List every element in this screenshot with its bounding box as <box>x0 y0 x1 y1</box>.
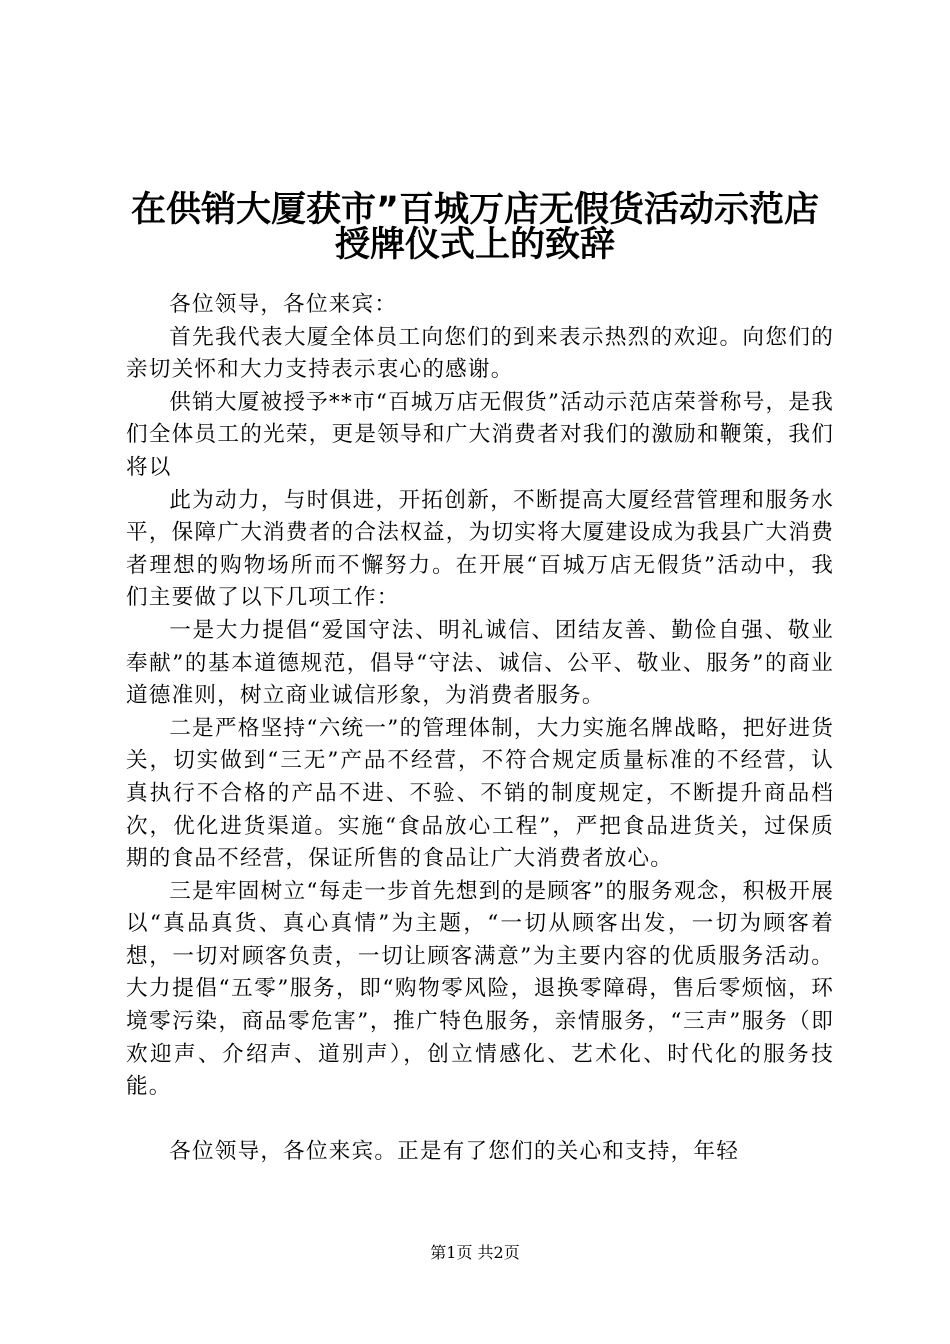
paragraph-salutation: 各位领导，各位来宾： <box>169 292 398 317</box>
paragraph-welcome: 首先我代表大厦全体员工向您们的到来表示热烈的欢迎。向您们的亲切关怀和大力支持表示衷心的感谢。 <box>126 324 834 383</box>
paragraph-honor: 供销大厦被授予**市“百城万店无假货”活动示范店荣誉称号，是我们全体员工的光荣，更是领导和广大消费者对我们的激励和鞭策，我们将以 <box>126 389 834 480</box>
document-title-line-2: 授牌仪式上的致辞 <box>334 225 615 265</box>
paragraph-motivation: 此为动力，与时俱进，开拓创新，不断提高大厦经营管理和服务水平，保障广大消费者的合法权益，为切实将大厦建设成为我县广大消费者理想的购物场所而不懈努力。在开展“百城万店无假货”活动中，我们主要做了以下几项工作： <box>126 487 834 611</box>
paragraph-point-one: 一是大力提倡“爱国守法、明礼诚信、团结友善、勤俭自强、敬业奉献”的基本道德规范，倡导“守法、诚信、公平、敬业、服务”的商业道德准则，树立商业诚信形象，为消费者服务。 <box>126 617 834 709</box>
page-number-footer: 第1页 共2页 <box>430 1243 520 1262</box>
document-title-line-1: 在供销大厦获市”百城万店无假货活动示范店 <box>130 190 819 230</box>
paragraph-point-two: 二是严格坚持“六统一”的管理体制，大力实施名牌战略，把好进货关，切实做到“三无”产品不经营，不符合规定质量标准的不经营，认真执行不合格的产品不进、不验、不销的制度规定，不断提升商品档次，优化进货渠道。实施“食品放心工程”，严把食品进货关，过保质期的食品不经营，保证所售的食品让广大消费者放心。 <box>126 715 834 872</box>
paragraph-closing: 各位领导，各位来宾。正是有了您们的关心和支持，年轻 <box>169 1138 740 1164</box>
paragraph-point-three: 三是牢固树立“每走一步首先想到的是顾客”的服务观念，积极开展以“真品真货、真心真情”为主题，“一切从顾客出发，一切为顾客着想，一切对顾客负责，一切让顾客满意”为主要内容的优质服务活动。大力提倡“五零”服务，即“购物零风险，退换零障碍，售后零烦恼，环境零污染，商品零危害”，推广特色服务，亲情服务，“三声”服务（即欢迎声、介绍声、道别声），创立情感化、艺术化、时代化的服务技能。 <box>126 878 834 1100</box>
document-body <box>126 289 834 1168</box>
